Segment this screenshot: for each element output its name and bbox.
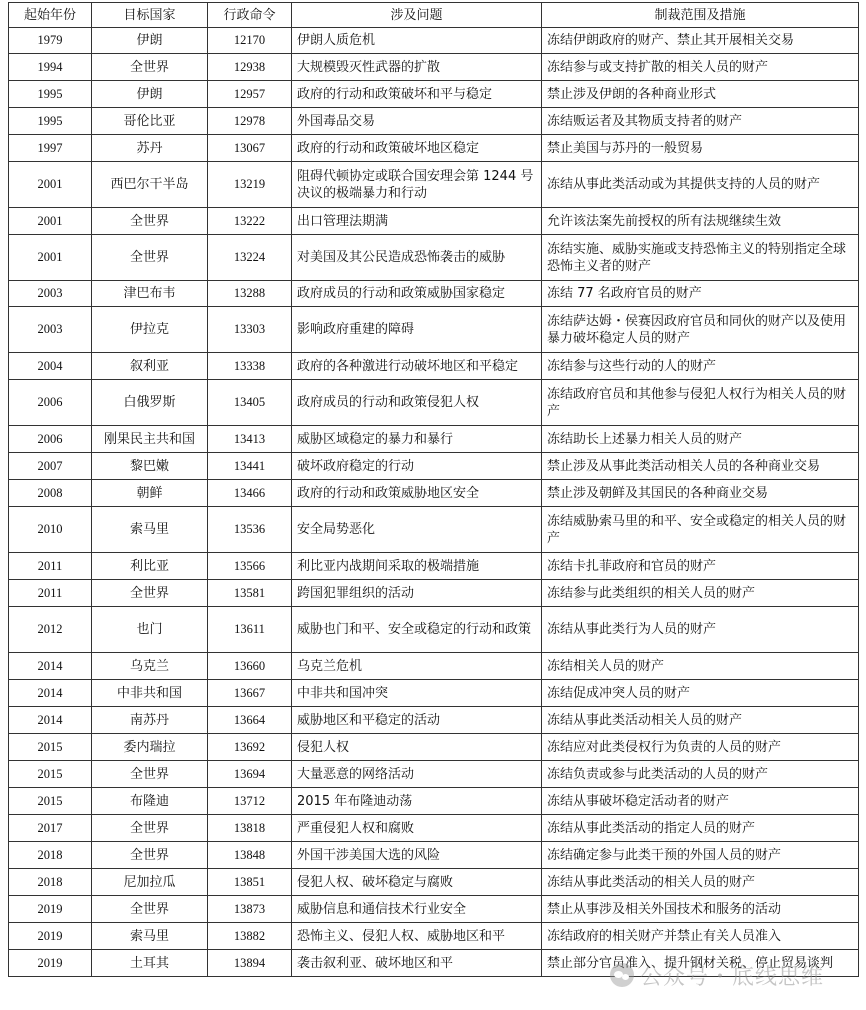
cell-measure: 禁止从事涉及相关外国技术和服务的活动 bbox=[542, 896, 859, 923]
cell-year: 1979 bbox=[9, 28, 92, 54]
table-row bbox=[9, 235, 859, 281]
cell-country: 黎巴嫩 bbox=[92, 453, 208, 480]
cell-executive-order: 13882 bbox=[208, 923, 292, 950]
cell-year: 1994 bbox=[9, 54, 92, 81]
cell-measure: 冻结参与或支持扩散的相关人员的财产 bbox=[542, 54, 859, 81]
cell-country: 苏丹 bbox=[92, 135, 208, 162]
cell-executive-order: 13848 bbox=[208, 842, 292, 869]
cell-measure: 冻结政府官员和其他参与侵犯人权行为相关人员的财产 bbox=[542, 380, 859, 426]
cell-country: 全世界 bbox=[92, 235, 208, 281]
cell-executive-order: 13536 bbox=[208, 507, 292, 553]
cell-issue: 政府成员的行动和政策威胁国家稳定 bbox=[292, 281, 542, 307]
cell-measure: 冻结贩运者及其物质支持者的财产 bbox=[542, 108, 859, 135]
cell-measure: 冻结助长上述暴力相关人员的财产 bbox=[542, 426, 859, 453]
cell-measure: 冻结卡扎菲政府和官员的财产 bbox=[542, 553, 859, 580]
table-row bbox=[9, 208, 859, 235]
cell-country: 全世界 bbox=[92, 580, 208, 607]
cell-executive-order: 13224 bbox=[208, 235, 292, 281]
cell-year: 2010 bbox=[9, 507, 92, 553]
cell-measure: 冻结实施、威胁实施或支持恐怖主义的特别指定全球恐怖主义者的财产 bbox=[542, 235, 859, 281]
table-row bbox=[9, 950, 859, 977]
cell-measure: 冻结伊朗政府的财产、禁止其开展相关交易 bbox=[542, 28, 859, 54]
cell-year: 2011 bbox=[9, 580, 92, 607]
cell-measure: 冻结负责或参与此类活动的人员的财产 bbox=[542, 761, 859, 788]
cell-measure: 冻结促成冲突人员的财产 bbox=[542, 680, 859, 707]
watermark-text: 公众号・底线思维 bbox=[640, 964, 825, 990]
cell-measure: 冻结从事此类活动相关人员的财产 bbox=[542, 707, 859, 734]
cell-executive-order: 12957 bbox=[208, 81, 292, 108]
cell-executive-order: 13222 bbox=[208, 208, 292, 235]
table-row bbox=[9, 680, 859, 707]
cell-issue: 出口管理法期满 bbox=[292, 208, 542, 235]
cell-executive-order: 13405 bbox=[208, 380, 292, 426]
cell-executive-order: 13466 bbox=[208, 480, 292, 507]
cell-executive-order: 13894 bbox=[208, 950, 292, 977]
cell-country: 索马里 bbox=[92, 507, 208, 553]
table-row bbox=[9, 507, 859, 553]
cell-executive-order: 13694 bbox=[208, 761, 292, 788]
cell-issue: 政府的行动和政策破坏地区稳定 bbox=[292, 135, 542, 162]
cell-executive-order: 13338 bbox=[208, 353, 292, 380]
cell-executive-order: 13288 bbox=[208, 281, 292, 307]
cell-country: 全世界 bbox=[92, 761, 208, 788]
table-row bbox=[9, 353, 859, 380]
table-header bbox=[9, 3, 859, 28]
cell-issue: 政府的行动和政策破坏和平与稳定 bbox=[292, 81, 542, 108]
cell-year: 2015 bbox=[9, 761, 92, 788]
cell-issue: 利比亚内战期间采取的极端措施 bbox=[292, 553, 542, 580]
table-row bbox=[9, 54, 859, 81]
table-row bbox=[9, 869, 859, 896]
table-row bbox=[9, 761, 859, 788]
cell-executive-order: 13667 bbox=[208, 680, 292, 707]
cell-measure: 冻结参与这些行动的人的财产 bbox=[542, 353, 859, 380]
cell-executive-order: 13712 bbox=[208, 788, 292, 815]
table-row bbox=[9, 553, 859, 580]
cell-country: 利比亚 bbox=[92, 553, 208, 580]
cell-issue: 外国毒品交易 bbox=[292, 108, 542, 135]
cell-executive-order: 13441 bbox=[208, 453, 292, 480]
cell-year: 2003 bbox=[9, 281, 92, 307]
cell-measure: 禁止涉及从事此类活动相关人员的各种商业交易 bbox=[542, 453, 859, 480]
cell-year: 2001 bbox=[9, 235, 92, 281]
cell-measure: 禁止涉及伊朗的各种商业形式 bbox=[542, 81, 859, 108]
cell-country: 土耳其 bbox=[92, 950, 208, 977]
cell-executive-order: 12170 bbox=[208, 28, 292, 54]
cell-measure: 冻结从事破坏稳定活动者的财产 bbox=[542, 788, 859, 815]
cell-measure: 冻结从事此类活动的相关人员的财产 bbox=[542, 869, 859, 896]
cell-year: 2003 bbox=[9, 307, 92, 353]
cell-country: 乌克兰 bbox=[92, 653, 208, 680]
cell-country: 伊朗 bbox=[92, 28, 208, 54]
table-row bbox=[9, 842, 859, 869]
cell-year: 2001 bbox=[9, 208, 92, 235]
cell-executive-order: 12938 bbox=[208, 54, 292, 81]
cell-issue: 威胁也门和平、安全或稳定的行动和政策 bbox=[292, 607, 542, 653]
cell-measure: 冻结 77 名政府官员的财产 bbox=[542, 281, 859, 307]
cell-issue: 袭击叙利亚、破坏地区和平 bbox=[292, 950, 542, 977]
cell-issue: 大规模毁灭性武器的扩散 bbox=[292, 54, 542, 81]
cell-executive-order: 13660 bbox=[208, 653, 292, 680]
cell-year: 2006 bbox=[9, 426, 92, 453]
cell-year: 2008 bbox=[9, 480, 92, 507]
table-row bbox=[9, 480, 859, 507]
cell-issue: 乌克兰危机 bbox=[292, 653, 542, 680]
cell-issue: 阻碍代顿协定或联合国安理会第 1244 号决议的极端暴力和行动 bbox=[292, 162, 542, 208]
cell-year: 2019 bbox=[9, 923, 92, 950]
cell-year: 2014 bbox=[9, 680, 92, 707]
cell-country: 全世界 bbox=[92, 896, 208, 923]
cell-executive-order: 13303 bbox=[208, 307, 292, 353]
table-row bbox=[9, 653, 859, 680]
cell-country: 南苏丹 bbox=[92, 707, 208, 734]
cell-country: 伊拉克 bbox=[92, 307, 208, 353]
cell-issue: 政府成员的行动和政策侵犯人权 bbox=[292, 380, 542, 426]
cell-issue: 严重侵犯人权和腐败 bbox=[292, 815, 542, 842]
table-row bbox=[9, 28, 859, 54]
cell-executive-order: 13851 bbox=[208, 869, 292, 896]
cell-executive-order: 12978 bbox=[208, 108, 292, 135]
cell-year: 2014 bbox=[9, 653, 92, 680]
cell-country: 全世界 bbox=[92, 208, 208, 235]
cell-issue: 安全局势恶化 bbox=[292, 507, 542, 553]
cell-executive-order: 13611 bbox=[208, 607, 292, 653]
cell-executive-order: 13219 bbox=[208, 162, 292, 208]
cell-year: 2019 bbox=[9, 896, 92, 923]
header-year: 起始年份 bbox=[9, 3, 92, 28]
cell-issue: 威胁信息和通信技术行业安全 bbox=[292, 896, 542, 923]
document-page bbox=[8, 2, 858, 977]
table-row bbox=[9, 380, 859, 426]
cell-country: 西巴尔干半岛 bbox=[92, 162, 208, 208]
table-row bbox=[9, 281, 859, 307]
cell-issue: 破坏政府稳定的行动 bbox=[292, 453, 542, 480]
cell-issue: 伊朗人质危机 bbox=[292, 28, 542, 54]
table-row bbox=[9, 580, 859, 607]
cell-year: 1995 bbox=[9, 81, 92, 108]
cell-measure: 禁止涉及朝鲜及其国民的各种商业交易 bbox=[542, 480, 859, 507]
table-row bbox=[9, 734, 859, 761]
cell-country: 委内瑞拉 bbox=[92, 734, 208, 761]
cell-executive-order: 13581 bbox=[208, 580, 292, 607]
cell-issue: 对美国及其公民造成恐怖袭击的威胁 bbox=[292, 235, 542, 281]
cell-measure: 允许该法案先前授权的所有法规继续生效 bbox=[542, 208, 859, 235]
cell-year: 2012 bbox=[9, 607, 92, 653]
cell-country: 布隆迪 bbox=[92, 788, 208, 815]
header-executive-order: 行政命令 bbox=[208, 3, 292, 28]
table-row bbox=[9, 81, 859, 108]
cell-measure: 冻结萨达姆・侯赛因政府官员和同伙的财产以及使用暴力破坏稳定人员的财产 bbox=[542, 307, 859, 353]
cell-issue: 威胁地区和平稳定的活动 bbox=[292, 707, 542, 734]
cell-year: 2018 bbox=[9, 842, 92, 869]
cell-year: 2004 bbox=[9, 353, 92, 380]
cell-executive-order: 13692 bbox=[208, 734, 292, 761]
cell-issue: 恐怖主义、侵犯人权、威胁地区和平 bbox=[292, 923, 542, 950]
cell-measure: 冻结威胁索马里的和平、安全或稳定的相关人员的财产 bbox=[542, 507, 859, 553]
cell-year: 2018 bbox=[9, 869, 92, 896]
cell-year: 2019 bbox=[9, 950, 92, 977]
cell-issue: 政府的各种激进行动破坏地区和平稳定 bbox=[292, 353, 542, 380]
table-row bbox=[9, 923, 859, 950]
table-row bbox=[9, 896, 859, 923]
cell-year: 1995 bbox=[9, 108, 92, 135]
cell-year: 2006 bbox=[9, 380, 92, 426]
cell-measure: 冻结政府的相关财产并禁止有关人员准入 bbox=[542, 923, 859, 950]
cell-measure: 冻结从事此类活动或为其提供支持的人员的财产 bbox=[542, 162, 859, 208]
cell-country: 叙利亚 bbox=[92, 353, 208, 380]
sanctions-table bbox=[8, 2, 859, 977]
header-issue: 涉及问题 bbox=[292, 3, 542, 28]
header-country: 目标国家 bbox=[92, 3, 208, 28]
cell-country: 全世界 bbox=[92, 54, 208, 81]
cell-measure: 禁止部分官员准入、提升钢材关税、停止贸易谈判 bbox=[542, 950, 859, 977]
cell-year: 2011 bbox=[9, 553, 92, 580]
cell-country: 伊朗 bbox=[92, 81, 208, 108]
cell-country: 白俄罗斯 bbox=[92, 380, 208, 426]
cell-issue: 威胁区域稳定的暴力和暴行 bbox=[292, 426, 542, 453]
cell-country: 也门 bbox=[92, 607, 208, 653]
cell-issue: 政府的行动和政策威胁地区安全 bbox=[292, 480, 542, 507]
cell-measure: 禁止美国与苏丹的一般贸易 bbox=[542, 135, 859, 162]
cell-year: 2007 bbox=[9, 453, 92, 480]
table-row bbox=[9, 162, 859, 208]
table-row bbox=[9, 788, 859, 815]
cell-executive-order: 13818 bbox=[208, 815, 292, 842]
header-measure: 制裁范围及措施 bbox=[542, 3, 859, 28]
cell-issue: 外国干涉美国大选的风险 bbox=[292, 842, 542, 869]
cell-year: 2014 bbox=[9, 707, 92, 734]
table-row bbox=[9, 453, 859, 480]
cell-issue: 2015 年布隆迪动荡 bbox=[292, 788, 542, 815]
cell-measure: 冻结参与此类组织的相关人员的财产 bbox=[542, 580, 859, 607]
cell-country: 刚果民主共和国 bbox=[92, 426, 208, 453]
cell-executive-order: 13566 bbox=[208, 553, 292, 580]
cell-country: 哥伦比亚 bbox=[92, 108, 208, 135]
cell-issue: 侵犯人权、破坏稳定与腐败 bbox=[292, 869, 542, 896]
cell-issue: 大量恶意的网络活动 bbox=[292, 761, 542, 788]
cell-issue: 跨国犯罪组织的活动 bbox=[292, 580, 542, 607]
cell-country: 朝鲜 bbox=[92, 480, 208, 507]
cell-country: 全世界 bbox=[92, 842, 208, 869]
header-row bbox=[9, 3, 859, 28]
cell-country: 津巴布韦 bbox=[92, 281, 208, 307]
cell-country: 全世界 bbox=[92, 815, 208, 842]
cell-issue: 侵犯人权 bbox=[292, 734, 542, 761]
cell-year: 2015 bbox=[9, 788, 92, 815]
cell-executive-order: 13067 bbox=[208, 135, 292, 162]
cell-measure: 冻结相关人员的财产 bbox=[542, 653, 859, 680]
cell-measure: 冻结确定参与此类干预的外国人员的财产 bbox=[542, 842, 859, 869]
cell-year: 2001 bbox=[9, 162, 92, 208]
cell-executive-order: 13413 bbox=[208, 426, 292, 453]
cell-issue: 中非共和国冲突 bbox=[292, 680, 542, 707]
table-row bbox=[9, 607, 859, 653]
table-row bbox=[9, 135, 859, 162]
table-row bbox=[9, 707, 859, 734]
cell-year: 2017 bbox=[9, 815, 92, 842]
cell-country: 尼加拉瓜 bbox=[92, 869, 208, 896]
cell-issue: 影响政府重建的障碍 bbox=[292, 307, 542, 353]
cell-executive-order: 13873 bbox=[208, 896, 292, 923]
cell-year: 2015 bbox=[9, 734, 92, 761]
cell-country: 索马里 bbox=[92, 923, 208, 950]
table-row bbox=[9, 426, 859, 453]
cell-year: 1997 bbox=[9, 135, 92, 162]
cell-measure: 冻结应对此类侵权行为负责的人员的财产 bbox=[542, 734, 859, 761]
table-row bbox=[9, 815, 859, 842]
table-body bbox=[9, 28, 859, 977]
cell-measure: 冻结从事此类行为人员的财产 bbox=[542, 607, 859, 653]
cell-country: 中非共和国 bbox=[92, 680, 208, 707]
table-row bbox=[9, 307, 859, 353]
table-row bbox=[9, 108, 859, 135]
cell-measure: 冻结从事此类活动的指定人员的财产 bbox=[542, 815, 859, 842]
cell-executive-order: 13664 bbox=[208, 707, 292, 734]
